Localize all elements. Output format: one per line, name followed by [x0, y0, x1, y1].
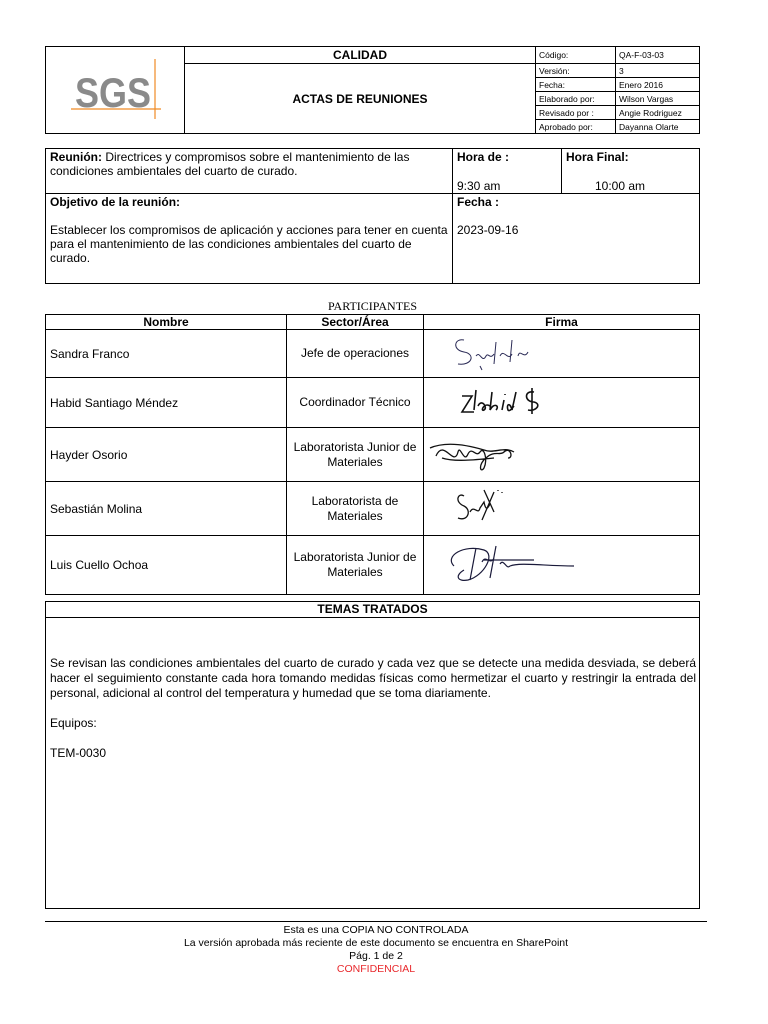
- participant-sector: Coordinador Técnico: [287, 378, 424, 428]
- signature-cell: [424, 536, 700, 595]
- meta-label: Versión:: [536, 64, 616, 78]
- meta-value: 3: [616, 64, 700, 78]
- topics-title: TEMAS TRATADOS: [46, 602, 699, 618]
- fecha-cell: [453, 194, 700, 284]
- col-header-firma: Firma: [424, 315, 700, 330]
- signature-cell: [424, 428, 700, 482]
- signature-image: [424, 428, 624, 478]
- topics-body: [46, 618, 699, 761]
- signature-image: [424, 536, 624, 591]
- col-header-nombre: Nombre: [46, 315, 287, 330]
- footer: [45, 924, 707, 976]
- signature-cell: [424, 482, 700, 536]
- logo-text: SGS: [75, 68, 151, 116]
- equipos-value: TEM-0030: [50, 746, 107, 760]
- topics-paragraph: Se revisan las condiciones ambientales del cuarto de curado y cada vez que se detecte una medida desviada, se deberá hacer el seguimiento constante cada hora tomando medidas físicas como hermetizar el cuarto y restringir la entrada del personal, adicional al control del temperatura y humedad que se toma diariamente.: [50, 656, 696, 700]
- reunion-label: Reunión:: [50, 150, 102, 164]
- page-number: Pág. 1 de 2: [349, 950, 403, 962]
- hora-de-label: Hora de :: [457, 150, 510, 164]
- table-row: [46, 482, 700, 536]
- hora-final-cell: [562, 149, 700, 194]
- signature-image: [424, 378, 624, 424]
- fecha-value: 2023-09-16: [457, 223, 519, 237]
- participant-name: Sandra Franco: [46, 330, 287, 378]
- participant-sector: Laboratorista Junior de Materiales: [287, 428, 424, 482]
- meta-label: Código:: [536, 47, 616, 64]
- meta-value: Enero 2016: [616, 78, 700, 92]
- participant-name: Luis Cuello Ochoa: [46, 536, 287, 595]
- objetivo-cell: [46, 194, 453, 284]
- hora-final-value: 10:00 am: [595, 179, 646, 193]
- signature-image: [424, 330, 624, 374]
- footer-sharepoint-notice: La versión aprobada más reciente de este documento se encuentra en SharePoint: [183, 937, 569, 949]
- topics-section: [45, 601, 700, 909]
- equipos-label: Equipos:: [50, 716, 97, 730]
- meta-value: QA-F-03-03: [616, 47, 700, 64]
- meta-value: Wilson Vargas: [616, 92, 700, 106]
- table-row: [46, 330, 700, 378]
- category-title: CALIDAD: [185, 47, 536, 64]
- document-title: ACTAS DE REUNIONES: [185, 64, 536, 134]
- col-header-sector: Sector/Área: [287, 315, 424, 330]
- table-row: [46, 378, 700, 428]
- signature-cell: [424, 330, 700, 378]
- sgs-logo: [46, 47, 185, 134]
- signature-cell: [424, 378, 700, 428]
- participant-name: Habid Santiago Méndez: [46, 378, 287, 428]
- participant-name: Hayder Osorio: [46, 428, 287, 482]
- meeting-info: [45, 148, 700, 284]
- hora-de-value: 9:30 am: [457, 179, 501, 193]
- reunion-cell: [46, 149, 453, 194]
- participant-sector: Laboratorista Junior de Materiales: [287, 536, 424, 595]
- hora-de-cell: [453, 149, 562, 194]
- participant-sector: Laboratorista de Materiales: [287, 482, 424, 536]
- fecha-label: Fecha :: [457, 195, 500, 209]
- objetivo-label: Objetivo de la reunión:: [50, 195, 181, 209]
- reunion-text: Directrices y compromisos sobre el mantenimiento de las condiciones ambientales del cuarto de curado.: [50, 150, 410, 178]
- signature-image: [424, 482, 624, 532]
- meta-label: Aprobado por:: [536, 120, 616, 134]
- participant-name: Sebastián Molina: [46, 482, 287, 536]
- objetivo-text: Establecer los compromisos de aplicación y acciones para tener en cuenta para el mantenimiento de las condiciones ambientales del cuarto de curado.: [50, 223, 448, 265]
- participants-title: PARTICIPANTES: [327, 299, 418, 313]
- footer-copy-notice: Esta es una COPIA NO CONTROLADA: [283, 924, 469, 936]
- meta-label: Revisado por :: [536, 106, 616, 120]
- meta-label: Fecha:: [536, 78, 616, 92]
- hora-final-label: Hora Final:: [566, 150, 629, 164]
- footer-divider: [45, 921, 707, 922]
- document-header: [45, 46, 700, 134]
- meta-value: Dayanna Olarte: [616, 120, 700, 134]
- meta-label: Elaborado por:: [536, 92, 616, 106]
- sgs-logo-icon: [65, 53, 165, 123]
- meta-value: Angie Rodriguez: [616, 106, 700, 120]
- confidential-label: CONFIDENCIAL: [336, 963, 416, 975]
- table-row: [46, 536, 700, 595]
- participant-sector: Jefe de operaciones: [287, 330, 424, 378]
- participants-table: [45, 314, 700, 595]
- table-row: [46, 428, 700, 482]
